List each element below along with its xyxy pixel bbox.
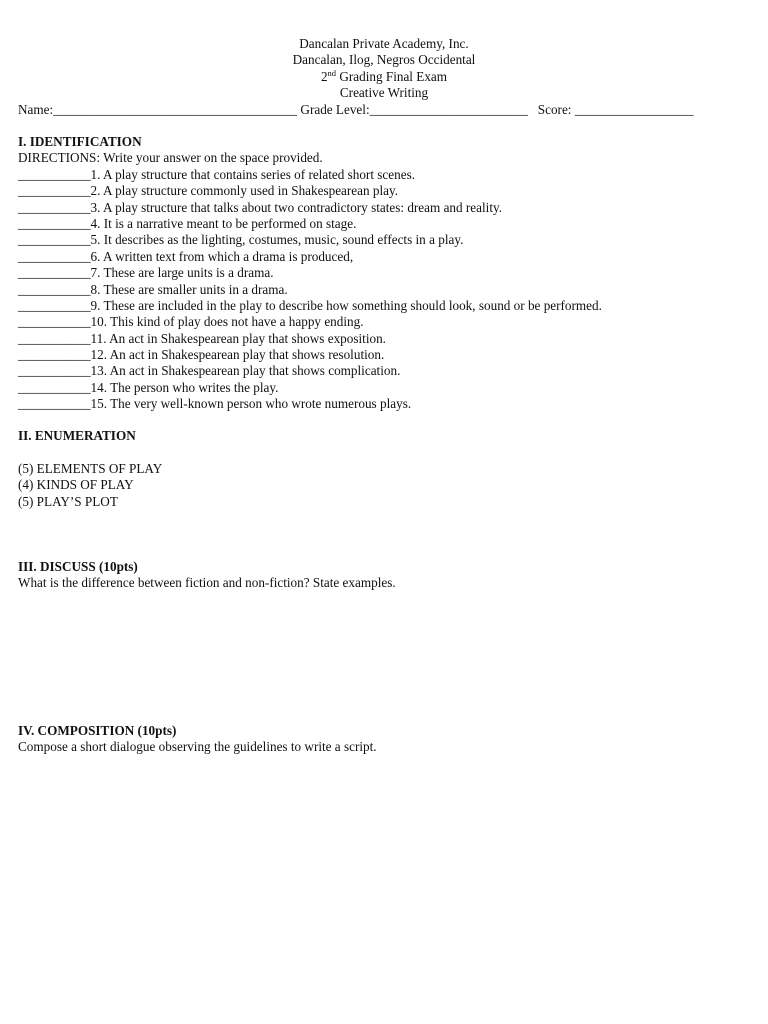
directions-text: DIRECTIONS: Write your answer on the space provided. <box>18 150 323 166</box>
score-label: Score: <box>537 102 572 117</box>
list-item: ___________4. It is a narrative meant to be performed on stage. <box>18 215 357 231</box>
list-item: ___________2. A play structure commonly used in Shakespearean play. <box>18 183 399 199</box>
school-address: Dancalan, Ilog, Negros Occidental <box>292 52 476 68</box>
list-item: ___________12. An act in Shakespearean play that shows resolution. <box>18 347 385 363</box>
list-item: ___________9. These are included in the play to describe how something should look, sound or be performed. <box>18 297 602 313</box>
list-item: (5) ELEMENTS OF PLAY <box>18 461 163 476</box>
section-heading: III. DISCUSS (10pts) <box>18 559 138 574</box>
school-name: Dancalan Private Academy, Inc. <box>299 36 469 51</box>
list-item: ___________1. A play structure that contains series of related short scenes. <box>18 166 415 182</box>
list-item: ___________15. The very well-known person who wrote numerous plays. <box>18 396 412 412</box>
section-prompt: Compose a short dialogue observing the guidelines to write a script. <box>18 739 377 755</box>
list-item: ___________5. It describes as the lighting, costumes, music, sound effects in a play. <box>18 232 464 248</box>
exam-ordinal: 2 <box>320 68 328 84</box>
section-heading: I. IDENTIFICATION <box>18 134 142 149</box>
list-item: ___________8. These are smaller units in a drama. <box>18 281 288 297</box>
list-item: ___________6. A written text from which a drama is produced, <box>18 248 354 264</box>
section-discuss <box>18 559 758 592</box>
score-blank: __________________ <box>574 102 694 117</box>
list-item: ___________3. A play structure that talks about two contradictory states: dream and reality. <box>18 199 503 215</box>
section-prompt: What is the difference between fiction and non-fiction? State examples. <box>18 575 396 591</box>
list-item: ___________11. An act in Shakespearean play that shows exposition. <box>18 330 386 346</box>
exam-ordinal-suffix: nd <box>327 67 337 78</box>
exam-title: Grading Final Exam <box>339 68 448 84</box>
section-heading: IV. COMPOSITION (10pts) <box>18 723 177 738</box>
list-item: (5) PLAY’S PLOT <box>18 493 118 509</box>
section-identification <box>18 134 758 413</box>
list-item: (4) KINDS OF PLAY <box>18 477 134 493</box>
list-item: ___________10. This kind of play does not have a happy ending. <box>18 314 364 330</box>
exam-title-line <box>0 69 768 85</box>
list-item: ___________13. An act in Shakespearean play that shows complication. <box>18 363 401 379</box>
subject-name: Creative Writing <box>339 85 429 101</box>
student-info-row <box>18 102 758 118</box>
exam-header <box>0 36 768 102</box>
section-enumeration-list <box>18 461 758 510</box>
list-item: ___________14. The person who writes the play. <box>18 379 279 395</box>
grade-level-label: Grade Level: <box>300 102 370 117</box>
name-label: Name: <box>18 102 54 117</box>
name-blank: _____________________________________ <box>53 102 298 117</box>
section-heading: II. ENUMERATION <box>18 428 136 443</box>
grade-level-blank: ________________________ <box>369 102 528 117</box>
section-composition <box>18 723 758 756</box>
list-item: ___________7. These are large units is a drama. <box>18 265 274 281</box>
section-enumeration-heading <box>18 428 758 444</box>
